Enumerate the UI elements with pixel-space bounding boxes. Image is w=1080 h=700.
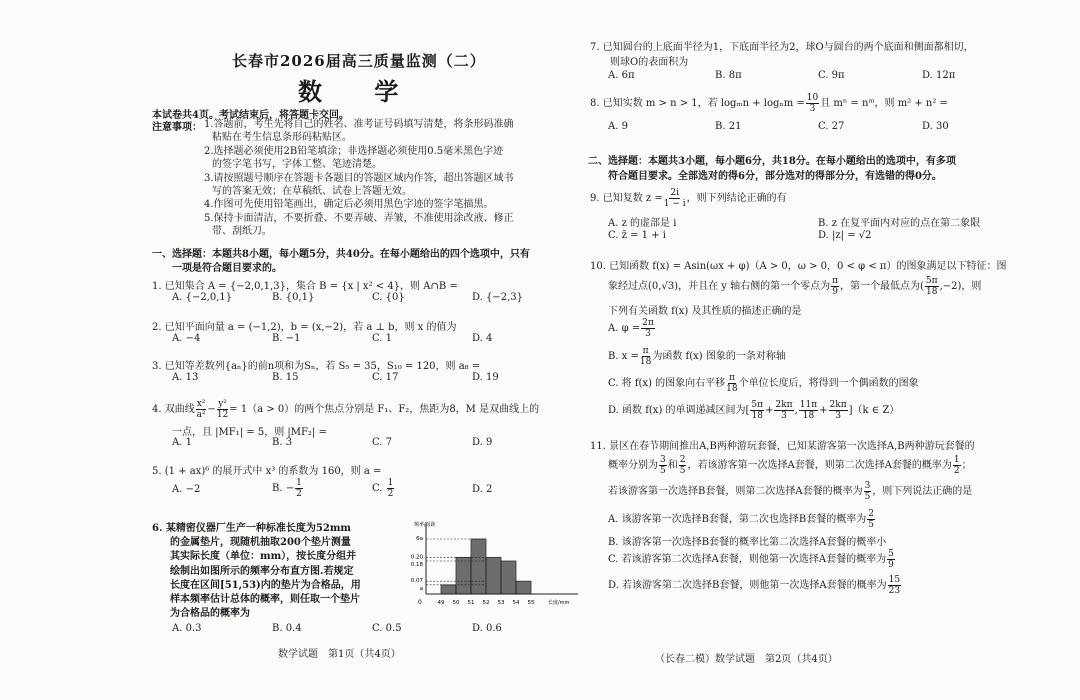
note-line: 写的答案无效；在草稿纸、试卷上答题无效。 (212, 186, 412, 198)
x-tick-label: 51 (467, 600, 475, 606)
fraction (888, 575, 901, 596)
q9-option-d: D. |z| = √2 (818, 230, 872, 241)
y-axis-label: 频率/组距 (414, 522, 436, 528)
q1-option-a: A. {−2,0,1} (172, 292, 233, 303)
q6-line: 其实际长度（单位：mm），按长度分组并 (170, 551, 357, 563)
fraction (659, 455, 667, 476)
fraction (925, 276, 939, 297)
y-tick-label: 6a (416, 536, 423, 542)
x-tick-label: 54 (512, 600, 520, 606)
fraction (750, 400, 764, 421)
histogram-bar (456, 557, 471, 594)
fraction (387, 478, 395, 499)
fraction (806, 93, 819, 114)
q10-text: ,−2)，则 (939, 281, 982, 292)
option-text: + (819, 405, 828, 416)
numerator: 1 (296, 478, 302, 488)
fraction (726, 373, 737, 394)
y-tick-label: 0.18 (410, 562, 423, 568)
note-line: 3.请按照题号顺序在答题卡各题目的答题区域内作答，超出答题区域书 (204, 172, 514, 184)
fraction (641, 318, 655, 339)
y-tick-label: 0.07 (410, 578, 423, 585)
numerator: 5 (888, 549, 894, 559)
option-text: D. 函数 f(x) 的单调递减区间为[ (608, 405, 750, 416)
q6-line: 的金属垫片，现随机抽取200个垫片测量 (170, 537, 351, 549)
fraction (831, 276, 839, 297)
histogram-bar (501, 561, 516, 594)
q10-option-c (608, 373, 919, 394)
question-8-stem (590, 93, 948, 114)
option-label: B. − (272, 483, 295, 494)
numerator: x² (196, 399, 206, 409)
numerator: π (642, 346, 649, 356)
option-text: 为函数 f(x) 图象的一条对称轴 (652, 351, 786, 362)
question-1-stem: 1. 已知集合 A = {−2,0,1,3}，集合 B = {x | x² < 4}，则 A∩B = (152, 281, 458, 292)
fraction (640, 346, 651, 367)
denominator: 5 (868, 520, 875, 530)
option-text: ]（k ∈ Z） (848, 405, 900, 416)
q7-option-c: C. 9π (818, 70, 845, 81)
q9-option-a: A. z 的虚部是 i (608, 218, 677, 229)
numerator: 2kπ (829, 400, 847, 410)
q6-option-d: D. 0.6 (472, 623, 502, 634)
denominator: 18 (751, 411, 763, 421)
q2-option-c: C. 1 (372, 333, 393, 344)
option-label: C. (372, 483, 386, 494)
option-text: A. 该游客第一次选择B套餐，第二次也选择B套餐的概率为 (608, 514, 867, 525)
q4-option-b: B. 3 (272, 437, 293, 448)
fraction (295, 478, 303, 499)
q5-option-c (372, 478, 395, 499)
page-1-footer: 数学试题 第1页（共4页） (278, 649, 401, 660)
denominator: 18 (639, 357, 652, 367)
denominator: 2 (387, 489, 394, 499)
section-1-line: 一项是符合题目要求的。 (172, 263, 282, 274)
question-9-stem (590, 188, 787, 209)
q4-option-c: C. 7 (372, 437, 393, 448)
q8-option-a: A. 9 (608, 121, 628, 132)
note-line: 粘贴在考生信息条形码粘贴区。 (212, 132, 352, 144)
numerator: 11π (799, 400, 818, 410)
denominator: 3 (645, 329, 651, 339)
denominator: 9 (832, 287, 838, 297)
question-10-line3: 下列有关函数 f(x) 及其性质的描述正确的是 (608, 306, 802, 317)
q6-option-b: B. 0.4 (272, 623, 302, 634)
option-text: 个单位长度后，将得到一个偶函数的图象 (738, 378, 919, 389)
question-3-stem: 3. 已知等差数列{aₙ}的前n项和为Sₙ，若 S₅ = 35，S₁₀ = 120，则 a₈ = (152, 361, 481, 372)
q3-option-d: D. 19 (472, 372, 499, 383)
fraction (217, 399, 228, 420)
q8-text: 8. 已知实数 m > n > 1，若 logₘn + logₙm = (590, 98, 805, 109)
question-10-line1: 10. 已知函数 f(x) = Asin(ωx + φ)（A > 0，ω > 0，0 < φ < π）的图象满足以下特征：图 (590, 261, 1007, 272)
x-tick-label: 53 (497, 600, 505, 606)
fraction (887, 549, 895, 570)
q10-text: 象经过点(0,√3)，并且在 y 轴右侧的第一个零点为 (608, 281, 831, 292)
q2-option-a: A. −4 (172, 333, 201, 344)
numerator: π (728, 373, 735, 383)
question-2-stem: 2. 已知平面向量 a = (−1,2)，b = (x,−2)，若 a ⊥ b，则 x 的值为 (152, 322, 457, 333)
q11-option-a (608, 509, 876, 530)
note-line: 5.保持卡面清洁，不要折叠、不要弄破、弄皱，不准使用涂改液、修正 (204, 212, 514, 224)
denominator: 18 (926, 287, 938, 297)
q3-option-b: B. 15 (272, 372, 299, 383)
q1-option-b: B. {0,1} (272, 292, 315, 303)
frequency-histogram (398, 520, 583, 612)
q6-option-a: A. 0.3 (172, 623, 202, 634)
option-text: , (794, 405, 798, 416)
denominator: 9 (888, 560, 894, 570)
q9-text: ，则下列结论正确的有 (686, 193, 787, 204)
denominator: a² (196, 410, 206, 420)
numerator: 2i (670, 188, 679, 198)
numerator: 15 (888, 575, 901, 585)
numerator: 5π (751, 400, 764, 410)
q11-text: ； (961, 460, 972, 471)
q6-line: 为合格品的概率为 (170, 608, 250, 620)
q6-line: 样本频率估计总体的概率，则任取一个垫片 (170, 594, 360, 606)
numerator: π (832, 276, 839, 286)
denominator: 12 (216, 410, 229, 420)
q3-option-c: C. 17 (372, 372, 399, 383)
q11-text: ，若该游客第一次选择A套餐，则第二次选择A套餐的概率为 (687, 460, 952, 471)
denominator: 5 (864, 492, 871, 502)
q10-text: ，第一个最低点为( (840, 281, 924, 292)
intro-text: 本试卷共4页。考试结束后，将答题卡交回。 (152, 110, 349, 121)
x-axis-label: 长度/mm (548, 600, 570, 606)
note-line: 带、刮纸刀。 (212, 226, 272, 238)
option-text: C. 将 f(x) 的图象向右平移 (608, 378, 726, 389)
q4-text: − (207, 404, 216, 415)
q9-text: 9. 已知复数 z = (590, 193, 663, 204)
fraction (829, 400, 848, 421)
numerator: 10 (806, 93, 819, 103)
question-6-stem (152, 522, 361, 621)
denominator: 23 (888, 586, 901, 596)
q2-option-b: B. −1 (272, 333, 301, 344)
question-11-line3 (608, 481, 972, 502)
numerator: 5π (925, 276, 938, 286)
q11-option-b: B. 该游客第一次选择B套餐的概率比第二次选择A套餐的概率小 (608, 537, 887, 548)
denominator: 3 (809, 104, 816, 114)
numerator: 2 (868, 509, 875, 519)
q3-option-a: A. 13 (172, 372, 199, 383)
question-10-line2 (608, 276, 981, 297)
denominator: 5 (660, 466, 666, 476)
x-tick-label: 55 (527, 600, 535, 606)
numerator: 2kπ (775, 400, 793, 410)
section-2-heading (588, 154, 956, 184)
q4-text: 4. 双曲线 (152, 404, 195, 415)
page-2-footer: （长春二模）数学试题 第2页（共4页） (655, 654, 838, 665)
denominator: 3 (835, 411, 841, 421)
fraction (867, 509, 875, 530)
q4-text: = 1（a > 0）的两个焦点分别是 F₁、F₂，焦距为8，M 是双曲线上的 (229, 404, 540, 415)
question-5-stem: 5. (1 + ax)⁶ 的展开式中 x³ 的系数为 160，则 a = (152, 466, 382, 477)
q2-option-d: D. 4 (472, 333, 493, 344)
option-text: + (765, 405, 774, 416)
denominator: 5 (679, 466, 686, 476)
q8-option-b: B. 21 (715, 121, 742, 132)
denominator: 3 (781, 411, 787, 421)
histogram-bar (471, 539, 486, 594)
q9-option-b: B. z 在复平面内对应的点在第二象限 (818, 218, 981, 229)
x-tick-label: 52 (482, 600, 490, 606)
option-text: A. φ = (608, 323, 641, 334)
q5-option-b (272, 478, 304, 499)
question-11-line2 (608, 455, 972, 476)
numerator: 3 (660, 455, 666, 465)
q11-option-d (608, 575, 902, 596)
q10-option-d (608, 400, 899, 421)
q6-option-c: C. 0.5 (372, 623, 402, 634)
q10-option-a (608, 318, 656, 339)
q5-option-a: A. −2 (172, 484, 201, 495)
q4-option-d: D. 9 (472, 437, 493, 448)
fraction (799, 400, 818, 421)
q7-line: 则球O的表面积为 (610, 57, 689, 68)
fraction (196, 399, 207, 420)
q4-option-a: A. 1 (172, 437, 192, 448)
note-line: 1.答题前，考生先将自己的姓名、准考证号码填写清楚，将条形码准确 (204, 119, 514, 130)
question-7-stem (590, 40, 974, 70)
histogram-bar (441, 585, 456, 594)
fraction (864, 481, 872, 502)
option-text: B. x = (608, 351, 639, 362)
question-4-stem (152, 399, 539, 420)
q7-option-b: B. 8π (715, 70, 742, 81)
numerator: 2 (679, 455, 686, 465)
section-2-line: 符合题目要求。全部选对的得6分，部分选对的得部分分，有选错的得0分。 (608, 171, 942, 182)
y-tick-label: a (419, 585, 423, 592)
q6-line: 6. 某精密仪器厂生产一种标准长度为52mm (152, 523, 351, 534)
q8-option-c: C. 27 (818, 121, 845, 132)
q10-option-b (608, 346, 786, 367)
denominator: 2 (953, 466, 960, 476)
numerator: 3 (864, 481, 871, 491)
numerator: y² (218, 399, 227, 409)
section-1-heading (152, 248, 530, 276)
q11-text: 概率分别为 (608, 460, 658, 471)
q9-option-c: C. z̄ = 1 + i (608, 230, 666, 241)
q11-text: ，则下列说法正确的是 (872, 486, 973, 497)
origin-label: 0 (418, 599, 422, 606)
q7-option-a: A. 6π (608, 70, 635, 81)
question-4-line2: 一点，且 |MF₁| = 5，则 |MF₂| = (172, 427, 327, 438)
option-text: D. 若该游客第二次选择B套餐，则他第一次选择A套餐的概率为 (608, 580, 887, 591)
numerator: 2π (642, 318, 654, 328)
q1-option-c: C. {0} (372, 292, 405, 303)
numerator: 1 (953, 455, 960, 465)
q11-text: 若该游客第一次选择B套餐，则第二次选择A套餐的概率为 (608, 486, 863, 497)
note-line: 2.选择题必须使用2B铅笔填涂；非选择题必须使用0.5毫米黑色字迹 (204, 145, 504, 157)
histogram-bar (516, 581, 531, 594)
x-tick-label: 49 (437, 600, 445, 606)
denominator: 18 (802, 411, 815, 421)
note-line: 4.作图可先使用铅笔画出，确定后必须用黑色字迹的签字笔描黑。 (204, 199, 494, 211)
q7-option-d: D. 12π (922, 70, 956, 81)
q6-line: 长度在区间[51,53)内的垫片为合格品，用 (170, 579, 361, 591)
note-line: 的签字笔书写，字体工整、笔迹清楚。 (212, 159, 382, 171)
q1-option-d: D. {−2,3} (472, 292, 524, 303)
histogram-bar (486, 557, 501, 594)
q6-line: 绘制出如图所示的频率分布直方图.若规定 (170, 565, 354, 577)
q5-option-d: D. 2 (472, 484, 493, 495)
q11-option-c (608, 549, 896, 570)
section-1-line: 一、选择题：本题共8小题，每小题5分，共40分。在每小题给出的四个选项中，只有 (152, 249, 530, 260)
denominator: 2 (296, 489, 302, 499)
q7-line: 7. 已知圆台的上底面半径为1，下底面半径为2，球O与圆台的两个底面和侧面都相切， (590, 42, 974, 53)
exam-title: 长春市2026届高三质量监测（二） (232, 52, 486, 70)
option-text: C. 若该游客第二次选择A套餐，则他第一次选择A套餐的概率为 (608, 554, 887, 565)
x-tick-label: 50 (452, 600, 460, 606)
question-11-line1: 11. 景区在春节期间推出A,B两种游玩套餐，已知某游客第一次选择A,B两种游玩套餐的 (590, 441, 975, 452)
fraction (679, 455, 687, 476)
fraction (774, 400, 793, 421)
notes-list (204, 118, 514, 239)
q8-option-d: D. 30 (922, 121, 949, 132)
denominator: 18 (726, 384, 738, 394)
q11-text: 和 (667, 460, 678, 471)
q8-text: 且 mⁿ = nᵐ，则 m² + n² = (820, 98, 948, 109)
section-2-line: 二、选择题：本题共3小题，每小题6分，共18分。在每小题给出的选项中，有多项 (588, 156, 956, 167)
fraction (664, 188, 686, 209)
notes-label: 注意事项： (152, 122, 202, 133)
denominator: 1 − i (663, 199, 686, 209)
subject-heading: 数 学 (298, 77, 421, 106)
fraction (953, 455, 961, 476)
y-tick-label: 0.20 (410, 554, 423, 561)
numerator: 1 (387, 478, 394, 488)
